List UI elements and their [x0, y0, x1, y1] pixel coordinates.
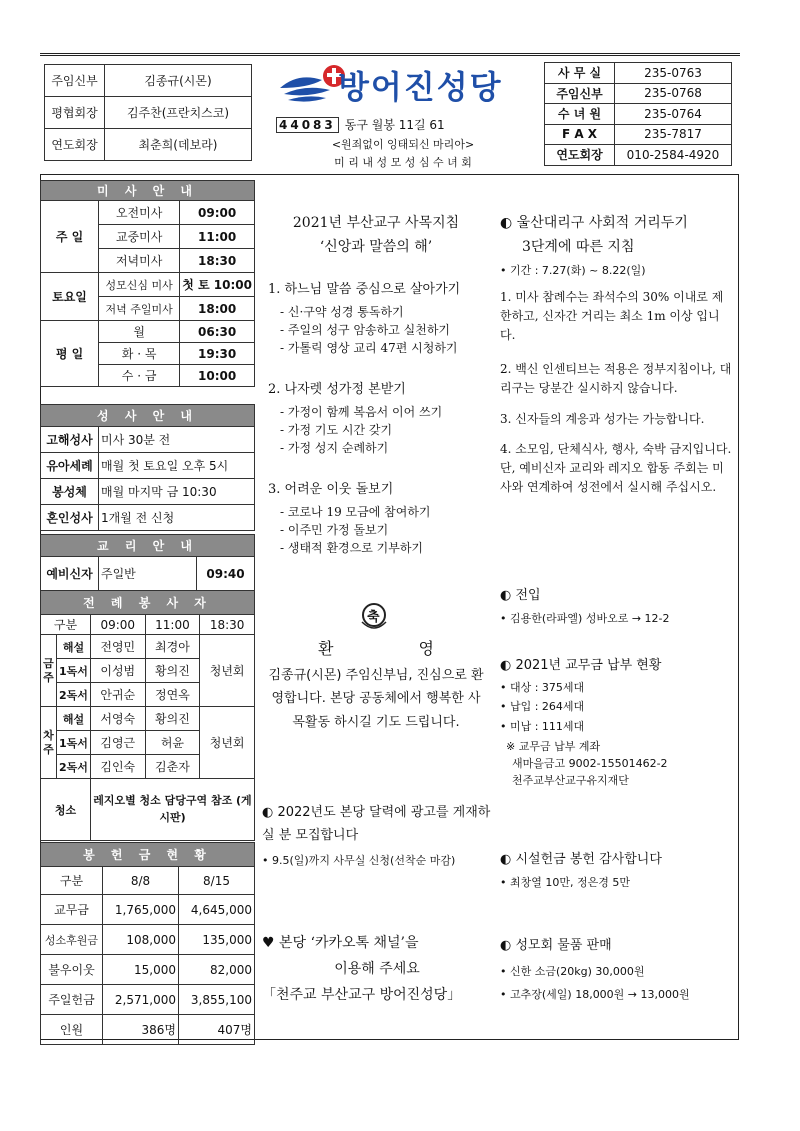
offering-value: 4,645,000: [179, 895, 255, 925]
weekday-label: 평 일: [41, 321, 99, 387]
saturday-label: 토요일: [41, 273, 99, 321]
server-name: 황의진: [145, 707, 200, 731]
cleaning-info: 레지오별 청소 담당구역 참조 (게시판): [90, 779, 254, 841]
role: 1독서: [57, 731, 91, 755]
cell-label: 평협회장: [45, 97, 105, 129]
mass-name: 월: [99, 321, 180, 343]
server-name: 안귀순: [90, 683, 145, 707]
offering-label: 불우이웃: [41, 955, 103, 985]
celebration-badge: [357, 600, 391, 634]
kakao-line1: ♥ 본당 ‘카카오톡 채널’을: [262, 935, 419, 951]
kakao-line2: 이용해 주세요: [334, 961, 420, 977]
server-name: 정연옥: [145, 683, 200, 707]
mass-name: 수 · 금: [99, 365, 180, 387]
cell-value: 최춘희(데보라): [105, 129, 252, 161]
offering-head: 8/15: [179, 867, 255, 895]
list-item: - 생태적 환경으로 기부하기: [280, 540, 424, 555]
evening-group: 청년회: [200, 707, 255, 779]
servers-table: [40, 590, 255, 841]
list-item: - 코로나 19 모금에 참여하기: [280, 504, 431, 519]
this-week-label: 금주: [41, 635, 57, 707]
badge-text: 축: [367, 610, 380, 625]
sacraments-table: [40, 404, 255, 531]
account-number: 새마을금고 9002-15501462-2: [512, 757, 668, 771]
distancing-title: ◐ 울산대리구 사회적 거리두기: [500, 215, 688, 231]
offering-label: 주일헌금: [41, 985, 103, 1015]
offering-value: 1,765,000: [103, 895, 179, 925]
servers-title: 전 례 봉 사 자: [41, 591, 255, 615]
cleaning-label: 청소: [41, 779, 91, 841]
sisters-name: 미 리 내 성 모 성 심 수 녀 회: [334, 156, 472, 169]
cell-value: 김종규(시몬): [105, 65, 252, 97]
role: 2독서: [57, 683, 91, 707]
server-name: 김영근: [90, 731, 145, 755]
server-name: 황의진: [145, 659, 200, 683]
sacrament-info: 매월 첫 토요일 오후 5시: [99, 453, 255, 479]
mass-name: 저녁 주일미사: [99, 297, 180, 321]
distancing-item-4: 4. 소모임, 단체식사, 행사, 숙박 금지입니다. 단, 예비신자 교리와 레지오 합동 주회는 미사와 연계하여 성전에서 실시해 주십시오.: [500, 442, 732, 495]
server-name: 김인숙: [90, 755, 145, 779]
offering-value: 2,571,000: [103, 985, 179, 1015]
role: 해설: [57, 707, 91, 731]
offering-value: 407명: [179, 1015, 255, 1045]
server-name: 전영민: [90, 635, 145, 659]
mass-time: 09:00: [180, 201, 255, 225]
catechism-class: 주일반: [99, 557, 197, 591]
list-item: - 가정 성지 순례하기: [280, 440, 389, 455]
catechism-table: [40, 534, 255, 591]
distancing-item-3: 3. 신자들의 계응과 성가는 가능합니다.: [500, 412, 705, 426]
sacrament-name: 혼인성사: [41, 505, 99, 531]
kakao-line3: 「천주교 부산교구 방어진성당」: [262, 987, 462, 1003]
role: 2독서: [57, 755, 91, 779]
cell-label: 주임신부: [45, 65, 105, 97]
servers-head: 18:30: [200, 615, 255, 635]
pastoral-title: 2021년 부산교구 사목지침: [292, 215, 460, 231]
list-item: - 가정 기도 시간 갖기: [280, 422, 393, 437]
list-item: • 미납 : 111세대: [500, 719, 585, 733]
mass-time: 11:00: [180, 225, 255, 249]
role: 해설: [57, 635, 91, 659]
sale-title: ◐ 성모회 물품 판매: [500, 938, 612, 953]
tithe-account: [506, 738, 736, 789]
sacrament-name: 유아세례: [41, 453, 99, 479]
calendar-ad-title: ◐ 2022년도 본당 달력에 광고를 게재하실 분 모집합니다: [262, 805, 491, 843]
mass-name: 성모신심 미사: [99, 273, 180, 297]
cell-label: 주임신부: [545, 83, 615, 104]
mass-time: 10:00: [180, 365, 255, 387]
cell-label: 수 녀 원: [545, 104, 615, 125]
mass-name: 화 · 목: [99, 343, 180, 365]
offering-value: 135,000: [179, 925, 255, 955]
welcome-body: 김종규(시몬) 주임신부님, 진심으로 환영합니다. 본당 공동체에서 행복한 사목활동 하시길 기도 드립니다.: [268, 668, 484, 730]
list-item: - 신·구약 성경 통독하기: [280, 304, 404, 319]
cell-value: 김주찬(프란치스코): [105, 97, 252, 129]
list-item: • 고추장(세일) 18,000원 → 13,000원: [500, 988, 690, 1002]
cell-value: 010-2584-4920: [615, 145, 732, 166]
server-name: 김춘자: [145, 755, 200, 779]
distancing-item-2: 2. 백신 인센티브는 적용은 정부지침이나, 대리구는 당분간 실시하지 않습니다.: [500, 362, 732, 396]
calendar-ad-note: • 9.5(일)까지 사무실 신청(선착순 마감): [262, 854, 456, 867]
mass-name: 교중미사: [99, 225, 180, 249]
offering-label: 교무금: [41, 895, 103, 925]
pastoral-section-2: [268, 380, 488, 457]
mass-time: 18:00: [180, 297, 255, 321]
server-name: 허윤: [145, 731, 200, 755]
account-holder: 천주교부산교구유지재단: [512, 774, 629, 788]
header-left-table: [44, 64, 252, 161]
offering-label: 성소후원금: [41, 925, 103, 955]
tithe-title: ◐ 2021년 교무금 납부 현황: [500, 658, 662, 673]
catechism-label: 예비신자: [41, 557, 99, 591]
facility-title: ◐ 시설헌금 봉헌 감사합니다: [500, 852, 662, 867]
motto: <원죄없이 잉태되신 마리아>: [331, 138, 475, 151]
offering-value: 15,000: [103, 955, 179, 985]
cell-value: 235-0764: [615, 104, 732, 125]
list-item: • 대상 : 375세대: [500, 681, 585, 694]
cell-label: 연도회장: [545, 145, 615, 166]
cell-label: F A X: [545, 124, 615, 145]
servers-head: 11:00: [145, 615, 200, 635]
offering-value: 3,855,100: [179, 985, 255, 1015]
section-heading: 2. 나자렛 성가정 본받기: [268, 382, 406, 397]
sunday-label: 주 일: [41, 201, 99, 273]
mass-name: 오전미사: [99, 201, 180, 225]
church-name: 방어진성당: [338, 68, 503, 106]
distancing-period: • 기간 : 7.27(화) ~ 8.22(일): [500, 264, 646, 277]
offering-title: 봉 헌 금 현 황: [41, 843, 255, 867]
list-item: - 가톨릭 영상 교리 47편 시청하기: [280, 340, 458, 355]
catechism-time: 09:40: [197, 557, 255, 591]
mass-time: 19:30: [180, 343, 255, 365]
address-line: [276, 116, 536, 133]
list-item: - 이주민 가정 돌보기: [280, 522, 389, 537]
list-item: - 주일의 성구 암송하고 실천하기: [280, 322, 451, 337]
cell-value: 235-0768: [615, 83, 732, 104]
header-rule: [40, 53, 740, 56]
sacraments-title: 성 사 안 내: [41, 405, 255, 427]
evening-group: 청년회: [200, 635, 255, 707]
servers-head: 09:00: [90, 615, 145, 635]
mass-time: 06:30: [180, 321, 255, 343]
pastoral-subtitle: ‘신앙과 말씀의 해’: [319, 239, 433, 255]
cell-label: 사 무 실: [545, 63, 615, 84]
cell-value: 235-7817: [615, 124, 732, 145]
offering-table: [40, 842, 255, 1045]
transfer-item: • 김용한(라파엘) 성바오로 → 12-2: [500, 612, 670, 625]
distancing-item-1: 1. 미사 참례수는 좌석수의 30% 이내로 제한하고, 신자간 거리는 최소 1m 이상 입니다.: [500, 290, 724, 343]
account-title: ※ 교무금 납부 계좌: [506, 740, 601, 753]
offering-value: 386명: [103, 1015, 179, 1045]
sacrament-info: 매월 마지막 금 10:30: [99, 479, 255, 505]
tithe-list: [500, 678, 735, 736]
facility-item: • 최창열 10만, 정은경 5만: [500, 876, 630, 889]
offering-head: 구분: [41, 867, 103, 895]
mass-time: 첫 토 10:00: [180, 273, 255, 297]
section-heading: 3. 어려운 이웃 돌보기: [268, 482, 394, 497]
header-right-table: [544, 62, 732, 166]
servers-head: 구분: [41, 615, 91, 635]
sacrament-info: 1개월 전 신청: [99, 505, 255, 531]
sacrament-name: 봉성체: [41, 479, 99, 505]
transfer-title: ◐ 전입: [500, 588, 541, 603]
distancing-title-2: 3단계에 따른 지침: [522, 239, 635, 255]
catechism-title: 교 리 안 내: [41, 535, 255, 557]
list-item: - 가정이 함께 복음서 이어 쓰기: [280, 404, 443, 419]
section-heading: 1. 하느님 말씀 중심으로 살아가기: [268, 282, 461, 297]
welcome-title: 환 영: [318, 639, 474, 658]
server-name: 최경아: [145, 635, 200, 659]
offering-head: 8/8: [103, 867, 179, 895]
postal-code: 44083: [276, 117, 339, 133]
mass-time: 18:30: [180, 249, 255, 273]
mass-name: 저녁미사: [99, 249, 180, 273]
offering-value: 82,000: [179, 955, 255, 985]
sacrament-info: 미사 30분 전: [99, 427, 255, 453]
mass-title: 미 사 안 내: [41, 181, 255, 201]
list-item: • 납입 : 264세대: [500, 700, 585, 714]
role: 1독서: [57, 659, 91, 683]
cell-label: 연도회장: [45, 129, 105, 161]
offering-label: 인원: [41, 1015, 103, 1045]
church-logo: [278, 62, 528, 106]
offering-value: 108,000: [103, 925, 179, 955]
pastoral-section-1: [268, 280, 488, 357]
left-column-table: [40, 180, 255, 387]
server-name: 이성범: [90, 659, 145, 683]
address-text: 동구 월봉 11길 61: [344, 118, 445, 132]
next-week-label: 차주: [41, 707, 57, 779]
sacrament-name: 고해성사: [41, 427, 99, 453]
sale-list: [500, 960, 735, 1006]
pastoral-section-3: [268, 480, 488, 557]
cell-value: 235-0763: [615, 63, 732, 84]
server-name: 서영숙: [90, 707, 145, 731]
list-item: • 신한 소금(20kg) 30,000원: [500, 965, 645, 978]
